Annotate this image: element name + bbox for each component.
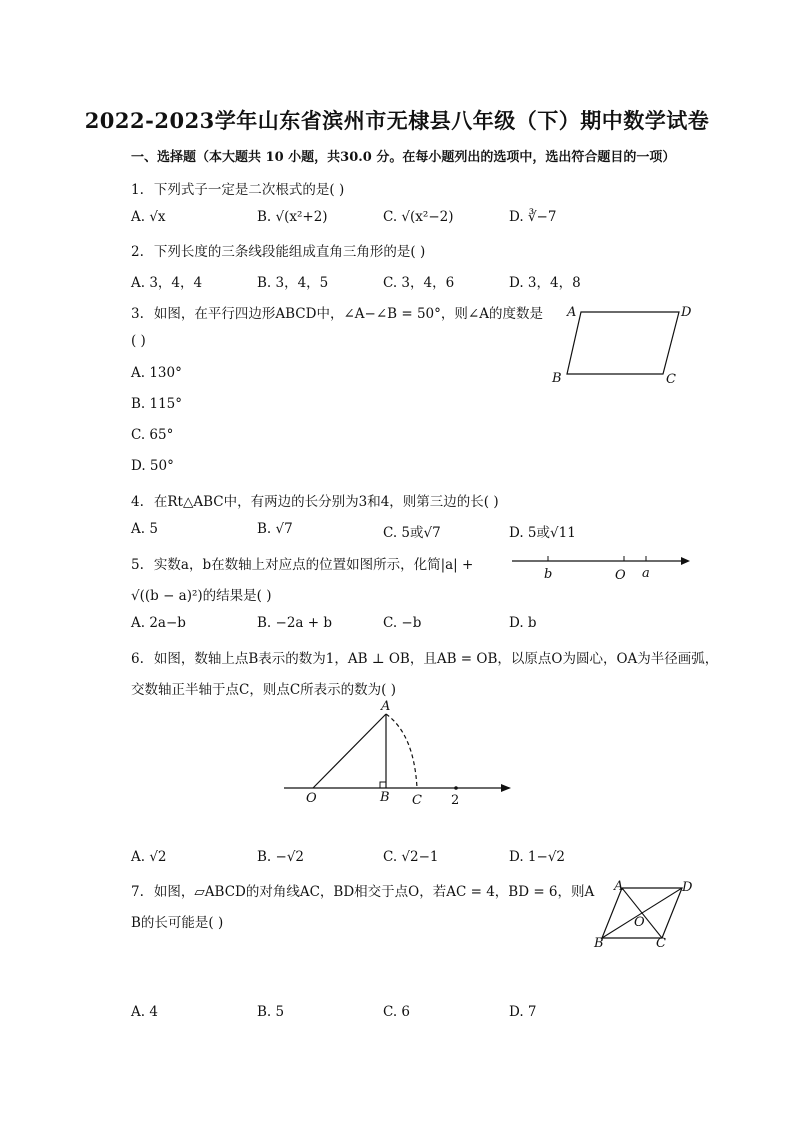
question-5 xyxy=(131,553,473,573)
diagonal-bd xyxy=(602,888,682,938)
option-a: A. 130° xyxy=(131,365,182,381)
point-label-b: B xyxy=(380,790,390,805)
option-a: A. √2 xyxy=(131,849,167,865)
option-d: D. 3，4，8 xyxy=(509,275,581,291)
vertex-label-a: A xyxy=(567,305,577,320)
question-number: 5. xyxy=(131,557,144,573)
option-c: C. √2−1 xyxy=(383,849,439,865)
option-c: C. 5或√7 xyxy=(383,525,441,541)
vertex-label-b: B xyxy=(552,371,562,386)
question-1 xyxy=(131,178,344,198)
option-d: D. ∛−7 xyxy=(509,209,557,225)
option-c: C. 3，4，6 xyxy=(383,275,455,291)
option-c: C. √(x²−2) xyxy=(383,209,454,225)
option-b: B. −2a + b xyxy=(257,615,332,631)
option-b: B. −√2 xyxy=(257,849,305,865)
point-label-b: b xyxy=(544,567,553,582)
question-number: 7. xyxy=(131,884,144,900)
point-label-o: O xyxy=(306,791,317,806)
question-6-continued: 交数轴正半轴于点C，则点C所表示的数为( ) xyxy=(131,682,396,698)
question-text: 在Rt△ABC中，有两边的长分别为3和4，则第三边的长( ) xyxy=(153,494,499,510)
point-label-a: A xyxy=(381,699,391,714)
parallelogram-figure xyxy=(545,298,705,390)
question-text: 如图，数轴上点B表示的数为1，AB ⊥ OB，且AB = OB，以原点O为圆心，OA为半径画弧， xyxy=(153,651,719,667)
number-line-figure xyxy=(508,550,698,586)
page-title: 2022-2023学年山东省滨州市无棣县八年级（下）期中数学试卷 xyxy=(84,108,710,133)
point-2-dot xyxy=(454,786,458,790)
point-label-c: C xyxy=(412,793,422,808)
option-b: B. 115° xyxy=(131,396,183,412)
question-4 xyxy=(131,490,499,510)
option-d: D. 5或√11 xyxy=(509,525,576,541)
option-d: D. 7 xyxy=(509,1004,537,1020)
option-a: A. √x xyxy=(131,209,166,225)
option-b: B. 3，4，5 xyxy=(257,275,329,291)
question-text: 下列长度的三条线段能组成直角三角形的是( ) xyxy=(153,244,426,260)
question-5-continued: √((b − a)²)的结果是( ) xyxy=(131,588,272,604)
question-number: 3. xyxy=(131,306,144,322)
question-number: 6. xyxy=(131,651,144,667)
question-number: 1. xyxy=(131,182,144,198)
point-label-2: 2 xyxy=(451,793,460,808)
segment-oa xyxy=(313,714,386,788)
question-2 xyxy=(131,240,425,260)
point-label-a: a xyxy=(642,566,650,581)
question-text: 实数a，b在数轴上对应点的位置如图所示，化简|a| + xyxy=(153,557,474,573)
arc-ac xyxy=(386,714,417,788)
option-a: A. 5 xyxy=(131,521,158,537)
vertex-label-b: B xyxy=(594,936,604,951)
vertex-label-d: D xyxy=(682,880,693,895)
section-heading: 一、选择题（本大题共 10 小题，共30.0 分。在每小题列出的选项中，选出符合题目的一项） xyxy=(131,150,676,165)
question-number: 2. xyxy=(131,244,144,260)
question-6 xyxy=(131,647,718,667)
option-c: C. −b xyxy=(383,615,422,631)
option-d: D. 1−√2 xyxy=(509,849,566,865)
option-a: A. 3，4，4 xyxy=(131,275,203,291)
option-d: D. 50° xyxy=(131,458,174,474)
option-d: D. b xyxy=(509,615,537,631)
center-label-o: O xyxy=(634,915,645,930)
option-b: B. √(x²+2) xyxy=(257,209,328,225)
vertex-label-d: D xyxy=(681,305,692,320)
vertex-label-c: C xyxy=(666,372,676,387)
question-7 xyxy=(131,880,594,900)
arrow-head-icon xyxy=(501,784,511,792)
option-a: A. 4 xyxy=(131,1004,158,1020)
arc-number-line-figure xyxy=(280,698,516,810)
question-text: 如图，在平行四边形ABCD中，∠A−∠B = 50°，则∠A的度数是 xyxy=(153,306,543,322)
arrow-head-icon xyxy=(681,557,690,565)
question-7-continued: B的长可能是( ) xyxy=(131,915,224,931)
option-b: B. √7 xyxy=(257,521,293,537)
question-text: 如图，▱ABCD的对角线AC，BD相交于点O，若AC = 4，BD = 6，则A xyxy=(153,884,595,900)
question-text: 下列式子一定是二次根式的是( ) xyxy=(153,182,345,198)
option-a: A. 2a−b xyxy=(131,615,186,631)
question-3 xyxy=(131,302,543,322)
option-c: C. 65° xyxy=(131,427,174,443)
option-b: B. 5 xyxy=(257,1004,285,1020)
parallelogram-shape xyxy=(567,312,679,374)
vertex-label-c: C xyxy=(656,936,666,951)
option-c: C. 6 xyxy=(383,1004,411,1020)
vertex-label-a: A xyxy=(614,879,624,894)
point-label-o: O xyxy=(615,568,626,583)
question-number: 4. xyxy=(131,494,144,510)
parallelogram-diagonals-figure xyxy=(590,876,700,954)
right-angle-mark xyxy=(380,782,386,788)
question-3-continued: ( ) xyxy=(131,333,146,349)
